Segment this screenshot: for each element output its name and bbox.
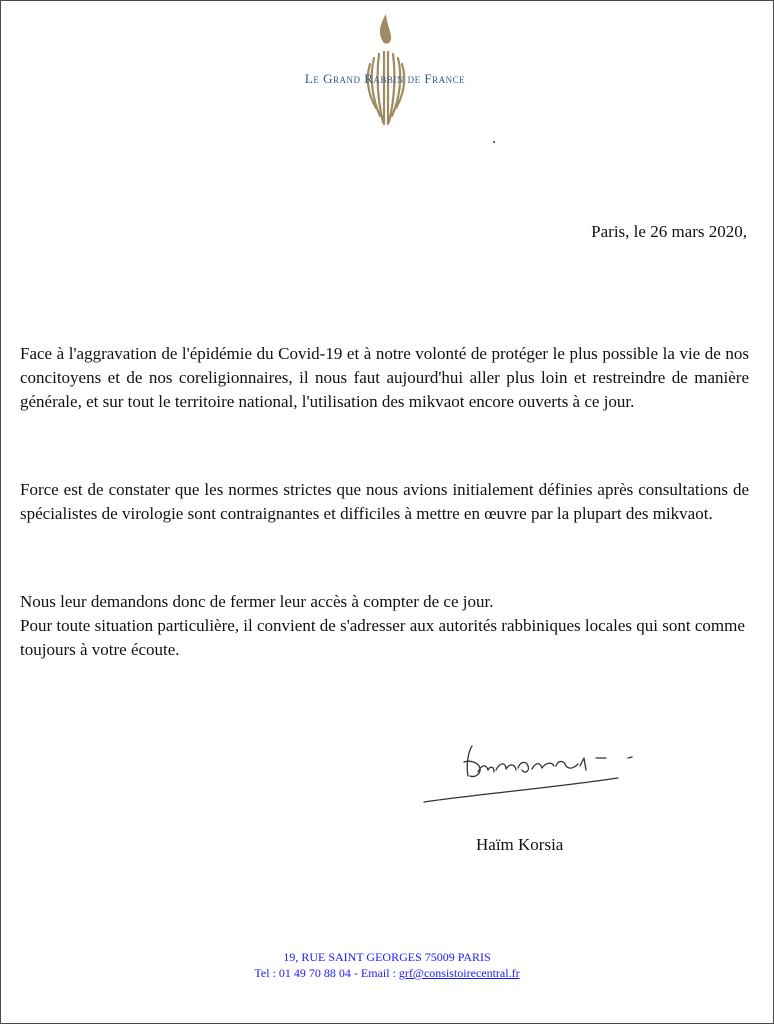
letter-footer	[0, 949, 774, 981]
paragraph-2: Force est de constater que les normes strictes que nous avions initialement définies après consultations de spécialistes de virologie sont contraignantes et difficiles à mettre en œuvre par la plupart des mikvaot.	[20, 480, 749, 523]
flame-emblem-icon	[364, 12, 408, 128]
footer-address: 19, RUE SAINT GEORGES 75009 PARIS	[283, 950, 491, 964]
paragraph-3-line-2: Pour toute situation particulière, il convient de s'adresser aux autorités rabbiniques locales qui sont comme toujours à votre écoute.	[20, 616, 745, 659]
letter-date: Paris, le 26 mars 2020,	[591, 222, 747, 241]
paragraph-1: Face à l'aggravation de l'épidémie du Covid-19 et à notre volonté de protéger le plus possible la vie de nos concitoyens et de nos coreligionnaires, il nous faut aujourd'hui aller plus loin et restreindre de manière générale, et sur tout le territoire national, l'utilisation des mikvaot encore ouverts à ce jour.	[20, 344, 749, 411]
scan-mark	[493, 141, 495, 143]
footer-email-link[interactable]: grf@consistoirecentral.fr	[398, 966, 520, 980]
signer-name: Haïm Korsia	[476, 835, 564, 854]
footer-phone: Tel : 01 49 70 88 04 - Email :	[254, 966, 399, 980]
paragraph-3-line-1: Nous leur demandons donc de fermer leur accès à compter de ce jour.	[20, 592, 494, 611]
handwritten-signature	[420, 736, 640, 808]
letterhead-title: Le Grand Rabbin de France	[304, 71, 466, 86]
paragraph-3	[20, 590, 749, 662]
letterhead	[270, 12, 500, 130]
footer-contact	[0, 965, 774, 981]
